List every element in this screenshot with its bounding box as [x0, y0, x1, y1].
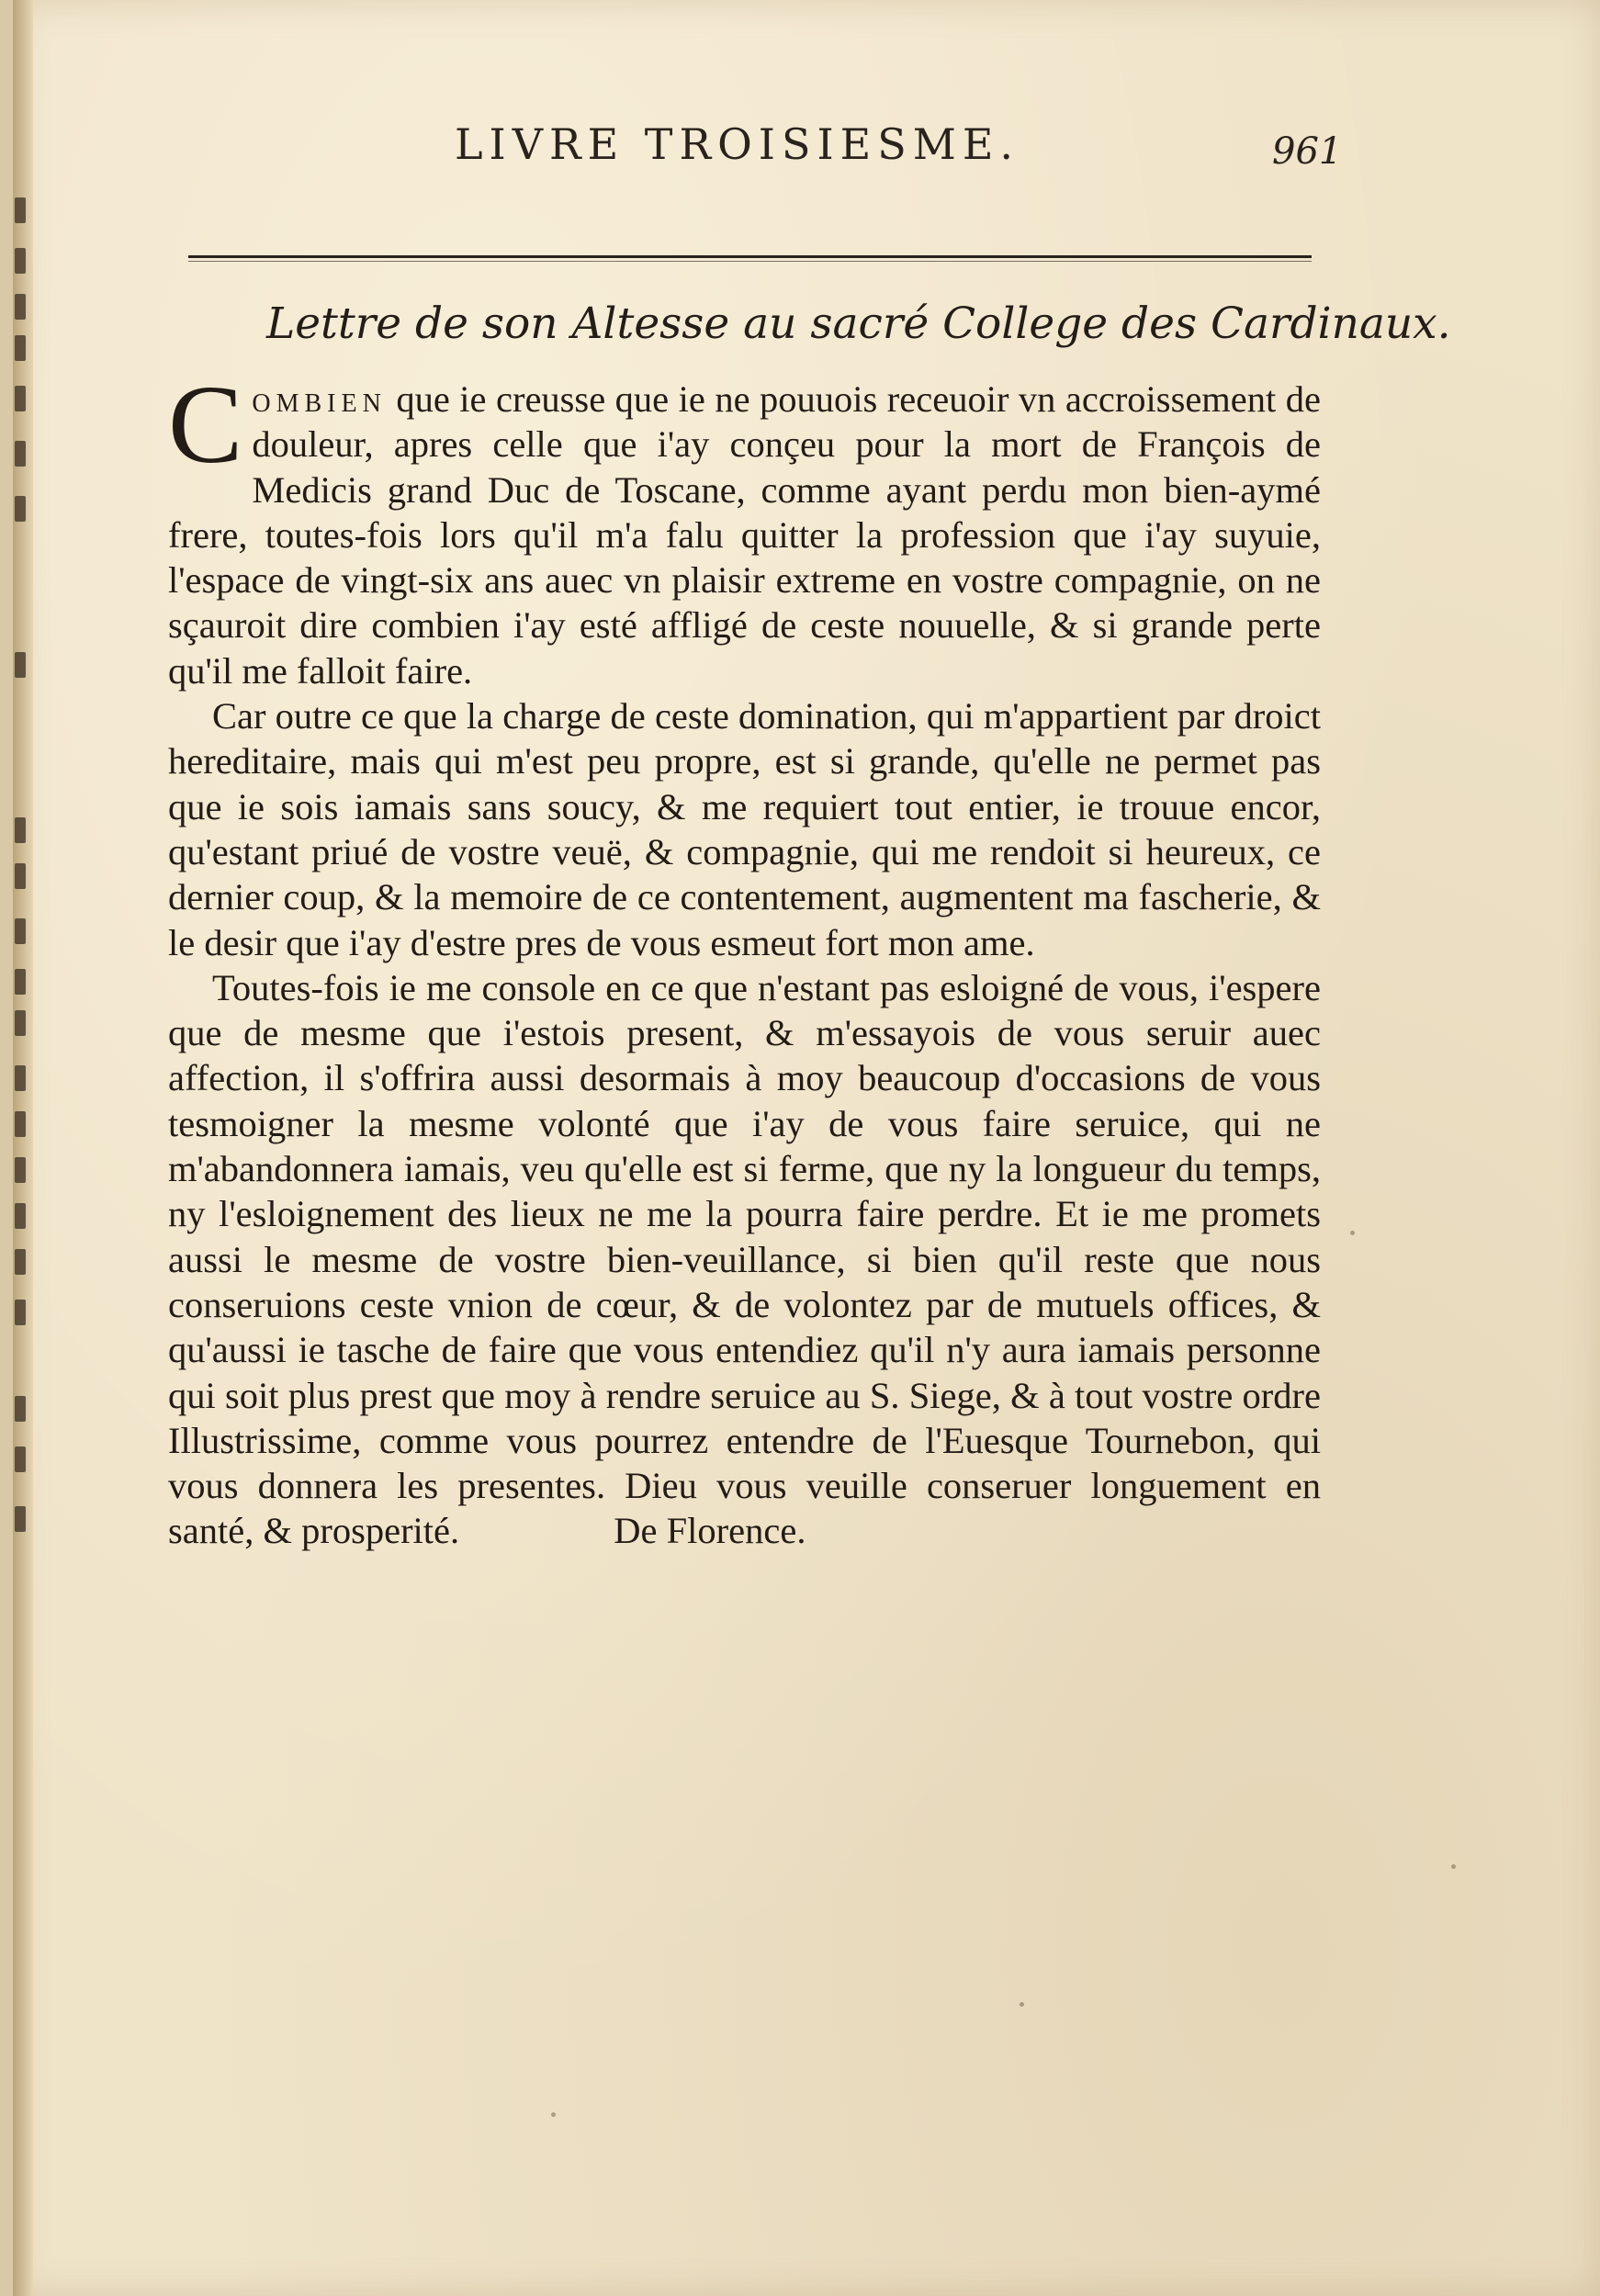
- bleed-through-mark: [15, 386, 26, 411]
- bleed-through-mark: [15, 817, 26, 843]
- paper-speck: [1020, 2002, 1024, 2007]
- page-number: 961: [1272, 130, 1343, 173]
- letter-title: Lettre de son Altesse au sacré College des Cardinaux.: [266, 298, 1451, 349]
- bleed-through-mark: [15, 1065, 26, 1091]
- paper-speck: [1350, 1231, 1355, 1235]
- paragraph: [168, 693, 1321, 965]
- bleed-through-mark: [15, 1300, 26, 1325]
- bleed-through-mark: [15, 1111, 26, 1137]
- bleed-through-mark: [15, 969, 26, 995]
- header-rule: [188, 255, 1312, 258]
- page-header: [0, 119, 1600, 184]
- bleed-through-mark: [15, 652, 26, 678]
- paragraph-text: Toutes-fois ie me console en ce que n'estant pas esloigné de vous, i'espere que de mesme que i'estois present, & m'essayois de vous seruir auec affection, il s'offrira aussi desormais à moy beaucoup d'occasions de vous tesmoigner la mesme volonté que i'ay de vous faire seruice, qui ne m'abandonnera iamais, veu qu'elle est si ferme, que ny la longueur du temps, ny l'esloignement des lieux ne me la pourra faire perdre. Et ie me promets aussi le mesme de vostre bien-veuillance, si bien qu'il reste que nous conseruions ceste vnion de cœur, & de volontez par de mutuels offices, & qu'aussi ie tasche de faire que vous entendiez qu'il n'y aura iamais personne qui soit plus prest que moy à rendre seruice au S. Siege, & à tout vostre ordre Illustrissime, comme vous pourrez entendre de l'Euesque Tournebon, qui vous donnera les presentes. Dieu vous veuille conseruer longuement en santé, & prosperité.: [168, 966, 1321, 1552]
- bleed-through-mark: [15, 441, 26, 467]
- bleed-through-mark: [15, 918, 26, 944]
- letter-body: [168, 363, 1321, 1554]
- running-title: LIVRE TROISIESME.: [455, 119, 1020, 169]
- bleed-through-mark: [15, 1157, 26, 1183]
- bleed-through-mark: [15, 248, 26, 274]
- paper-speck: [551, 2112, 556, 2117]
- bleed-through-mark: [15, 1010, 26, 1036]
- header-rule-secondary: [188, 261, 1312, 262]
- drop-cap: C: [168, 363, 243, 487]
- paragraph: [168, 965, 1321, 1554]
- bleed-through-mark: [15, 335, 26, 361]
- bleed-through-mark: [15, 496, 26, 522]
- paper-speck: [1451, 1864, 1456, 1869]
- bleed-through-mark: [15, 1203, 26, 1229]
- bleed-through-mark: [15, 197, 26, 223]
- bleed-through-mark: [15, 1396, 26, 1422]
- paragraph-text: Car outre ce que la charge de ceste domination, qui m'appartient par droict hereditaire, mais qui m'est peu propre, est si grande, qu'elle ne permet pas que ie sois iamais sans soucy, & me requiert tout entier, ie trouue encor, qu'estant priué de vostre veuë, & compagnie, qui me rendoit si heureux, ce dernier coup, & la memoire de ce contentement, augmentent ma fascherie, & le desir que i'ay d'estre pres de vous esmeut fort mon ame.: [168, 695, 1321, 963]
- binding-gutter: [13, 0, 33, 2296]
- bleed-through-mark: [15, 1506, 26, 1532]
- paragraph-text: que ie creusse que ie ne pouuois receuoir vn accroissement de douleur, apres celle que i'ay conçeu pour la mort de François de Medicis grand Duc de Toscane, comme ayant perdu mon bien-aymé frere, toutes-fois lors qu'il m'a falu quitter la profession que i'ay suyuie, l'espace de vingt-six ans auec vn plaisir extreme en vostre compagnie, on ne sçauroit dire combien i'ay esté affligé de ceste nouuelle, & si grande perte qu'il me falloit faire.: [168, 378, 1321, 692]
- bleed-through-mark: [15, 1249, 26, 1275]
- bleed-through-mark: [15, 1446, 26, 1472]
- bleed-through-mark: [15, 863, 26, 889]
- closing-place: De Florence.: [614, 1510, 806, 1552]
- opening-word: ombien: [252, 378, 387, 420]
- paragraph: [168, 363, 1321, 693]
- bleed-through-mark: [15, 294, 26, 320]
